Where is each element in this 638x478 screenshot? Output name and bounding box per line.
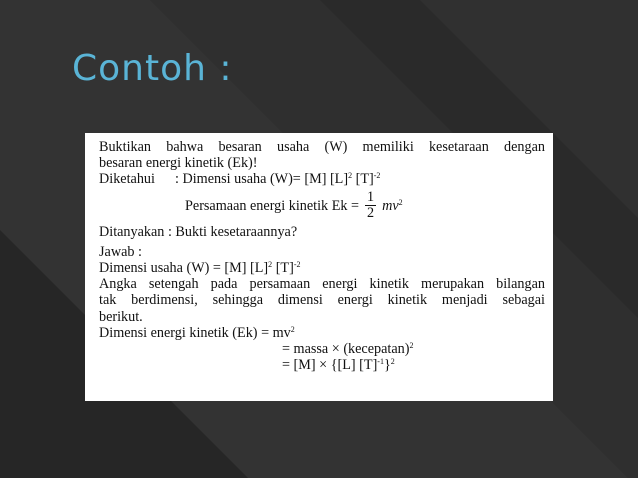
known-exponent-1: 2 [348,171,353,181]
equation-text: Persamaan energi kinetik Ek = [185,197,359,214]
dimension-exponent-1: -1 [377,357,384,367]
fraction-numerator: 1 [367,189,375,206]
kinetic-dimension-line-1 [99,325,545,341]
example-document [85,133,553,401]
answer-label: Jawab : [99,243,142,260]
fraction-denominator: 2 [367,205,375,222]
kinetic-dimension-exponent: 2 [290,324,295,334]
question-line-2: besaran energi kinetik (Ek)! [99,155,258,172]
known-exponent-2: -2 [373,171,381,181]
known-line [99,171,545,187]
mass-velocity-exponent: 2 [409,341,414,351]
mass-velocity-text: = massa × (kecepatan) [282,341,410,358]
kinetic-dimension-text: Dimensi energi kinetik (Ek) = mv [99,324,291,341]
paragraph-line-2: tak berdimensi, sehingga dimensi energi kinetik menjadi sebagai [99,292,545,309]
asked-line: Ditanyakan : Bukti kesetaraannya? [99,223,298,240]
fraction-one-half [365,190,376,221]
work-mid: [T] [272,260,294,277]
work-dimension-text: Dimensi usaha (W) = [M] [L] [99,260,269,277]
dimension-mid: } [383,357,391,374]
kinetic-energy-equation [99,188,545,224]
kinetic-dimension-line-2 [99,341,545,357]
known-text: : Dimensi usaha (W)= [M] [L] [175,171,349,188]
equation-tail: $mv^2$ [382,197,403,214]
equation-tail-exponent: 2 [398,197,403,207]
work-dimension-line [99,260,545,276]
dimension-exponent-2: 2 [390,357,395,367]
slide-title: Contoh : [72,48,233,89]
question-line-1: Buktikan bahwa besaran usaha (W) memiliki kesetaraan dengan [99,139,545,155]
work-exponent-2: -2 [293,260,301,270]
kinetic-dimension-line-3 [99,357,545,373]
known-label: Diketahui [99,171,155,188]
paragraph-line-3: berikut. [99,308,143,325]
paragraph-line-1: Angka setengah pada persamaan energi kinetik merupakan bilangan [99,276,545,293]
work-exponent-1: 2 [268,260,273,270]
known-mid: [T] [352,171,374,188]
dimension-expansion-text: = [M] × {[L] [T] [282,357,378,374]
